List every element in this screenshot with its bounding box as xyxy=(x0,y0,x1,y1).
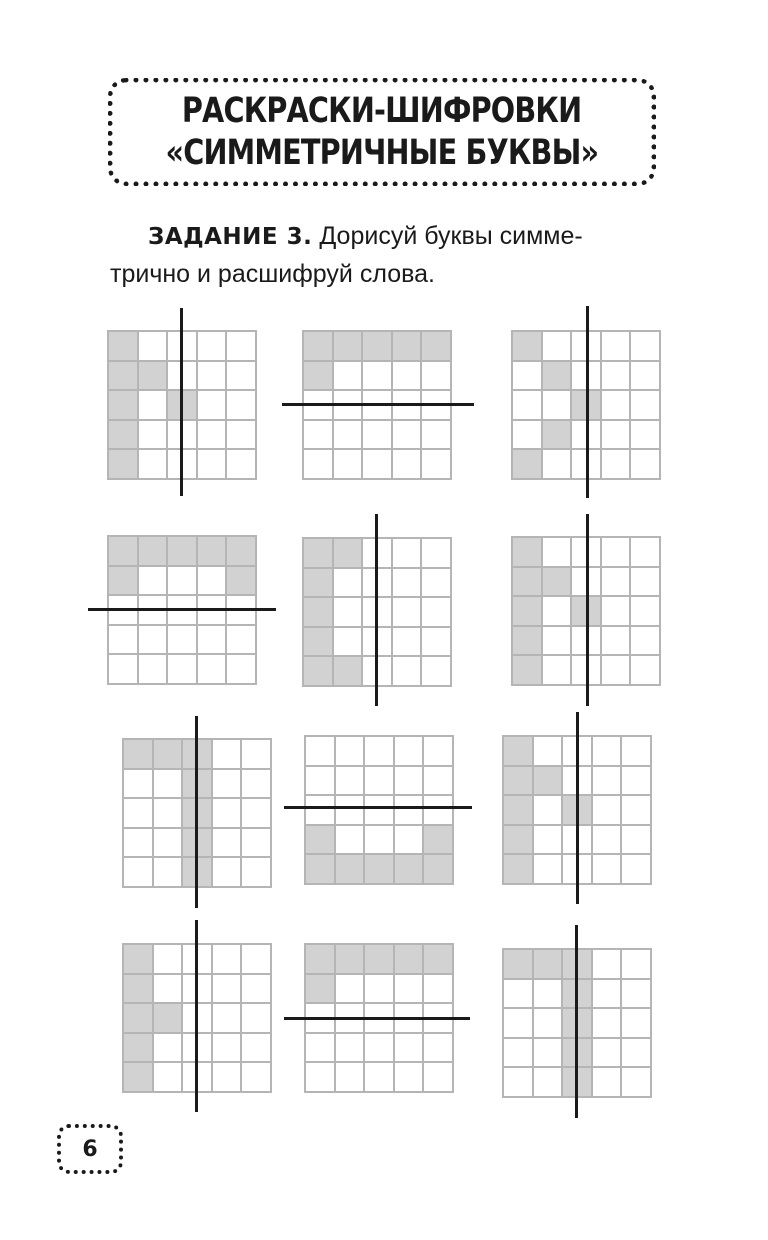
empty-cell[interactable] xyxy=(620,1037,652,1069)
filled-cell[interactable] xyxy=(502,853,534,885)
filled-cell[interactable] xyxy=(302,330,334,362)
empty-cell[interactable] xyxy=(591,1007,623,1039)
page-title-line-1: РАСКРАСКИ-ШИФРОВКИ xyxy=(182,91,582,131)
empty-cell[interactable] xyxy=(211,768,243,800)
empty-cell[interactable] xyxy=(393,735,425,767)
filled-cell[interactable] xyxy=(332,537,364,569)
empty-cell[interactable] xyxy=(240,943,272,975)
empty-cell[interactable] xyxy=(600,360,632,392)
empty-cell[interactable] xyxy=(225,330,257,362)
empty-cell[interactable] xyxy=(304,765,336,797)
empty-cell[interactable] xyxy=(600,448,632,480)
empty-cell[interactable] xyxy=(137,653,169,685)
empty-cell[interactable] xyxy=(334,1061,366,1093)
empty-cell[interactable] xyxy=(332,567,364,599)
filled-cell[interactable] xyxy=(302,626,334,658)
empty-cell[interactable] xyxy=(240,1061,272,1093)
empty-cell[interactable] xyxy=(511,419,543,451)
empty-cell[interactable] xyxy=(107,624,139,656)
task-label: ЗАДАНИЕ 3. xyxy=(148,224,313,250)
empty-cell[interactable] xyxy=(420,419,452,451)
empty-cell[interactable] xyxy=(122,768,154,800)
empty-cell[interactable] xyxy=(591,853,623,885)
empty-cell[interactable] xyxy=(240,797,272,829)
filled-cell[interactable] xyxy=(332,330,364,362)
filled-cell[interactable] xyxy=(363,943,395,975)
filled-cell[interactable] xyxy=(122,1032,154,1064)
symmetry-axis-horizontal xyxy=(282,403,474,406)
empty-cell[interactable] xyxy=(196,565,228,597)
empty-cell[interactable] xyxy=(122,856,154,888)
empty-cell[interactable] xyxy=(391,537,423,569)
empty-cell[interactable] xyxy=(393,1032,425,1064)
empty-cell[interactable] xyxy=(541,595,573,627)
empty-cell[interactable] xyxy=(211,738,243,770)
filled-cell[interactable] xyxy=(302,655,334,687)
filled-cell[interactable] xyxy=(166,535,198,567)
filled-cell[interactable] xyxy=(420,330,452,362)
empty-cell[interactable] xyxy=(334,765,366,797)
empty-cell[interactable] xyxy=(620,978,652,1010)
empty-cell[interactable] xyxy=(211,1002,243,1034)
empty-cell[interactable] xyxy=(591,735,623,767)
empty-cell[interactable] xyxy=(502,978,534,1010)
empty-cell[interactable] xyxy=(620,1007,652,1039)
empty-cell[interactable] xyxy=(591,765,623,797)
empty-cell[interactable] xyxy=(152,973,184,1005)
empty-cell[interactable] xyxy=(532,794,564,826)
empty-cell[interactable] xyxy=(334,794,366,826)
page-number: 6 xyxy=(57,1124,123,1174)
empty-cell[interactable] xyxy=(629,360,661,392)
empty-cell[interactable] xyxy=(363,824,395,856)
empty-cell[interactable] xyxy=(107,653,139,685)
empty-cell[interactable] xyxy=(600,536,632,568)
filled-cell[interactable] xyxy=(334,943,366,975)
filled-cell[interactable] xyxy=(107,419,139,451)
empty-cell[interactable] xyxy=(511,360,543,392)
empty-cell[interactable] xyxy=(600,625,632,657)
symmetry-axis-vertical xyxy=(180,308,183,496)
empty-cell[interactable] xyxy=(332,360,364,392)
empty-cell[interactable] xyxy=(502,1037,534,1069)
empty-cell[interactable] xyxy=(629,448,661,480)
page-title-line-2: «СИММЕТРИЧНЫЕ БУКВЫ» xyxy=(165,133,599,173)
empty-cell[interactable] xyxy=(600,419,632,451)
empty-cell[interactable] xyxy=(420,448,452,480)
empty-cell[interactable] xyxy=(211,943,243,975)
filled-cell[interactable] xyxy=(107,535,139,567)
empty-cell[interactable] xyxy=(629,330,661,362)
empty-cell[interactable] xyxy=(393,765,425,797)
empty-cell[interactable] xyxy=(532,1066,564,1098)
filled-cell[interactable] xyxy=(122,1002,154,1034)
empty-cell[interactable] xyxy=(332,626,364,658)
empty-cell[interactable] xyxy=(391,626,423,658)
empty-cell[interactable] xyxy=(240,1002,272,1034)
empty-cell[interactable] xyxy=(541,448,573,480)
filled-cell[interactable] xyxy=(107,360,139,392)
empty-cell[interactable] xyxy=(420,537,452,569)
empty-cell[interactable] xyxy=(420,567,452,599)
empty-cell[interactable] xyxy=(240,1032,272,1064)
filled-cell[interactable] xyxy=(511,625,543,657)
empty-cell[interactable] xyxy=(152,856,184,888)
empty-cell[interactable] xyxy=(240,856,272,888)
filled-cell[interactable] xyxy=(511,654,543,686)
empty-cell[interactable] xyxy=(240,973,272,1005)
symmetry-axis-vertical xyxy=(586,514,589,706)
empty-cell[interactable] xyxy=(591,978,623,1010)
empty-cell[interactable] xyxy=(422,973,454,1005)
empty-cell[interactable] xyxy=(363,735,395,767)
filled-cell[interactable] xyxy=(137,360,169,392)
symmetry-axis-vertical xyxy=(586,306,589,498)
empty-cell[interactable] xyxy=(304,1032,336,1064)
empty-cell[interactable] xyxy=(422,765,454,797)
empty-cell[interactable] xyxy=(393,973,425,1005)
empty-cell[interactable] xyxy=(393,1061,425,1093)
empty-cell[interactable] xyxy=(532,735,564,767)
empty-cell[interactable] xyxy=(225,419,257,451)
filled-cell[interactable] xyxy=(302,596,334,628)
empty-cell[interactable] xyxy=(532,1007,564,1039)
symmetry-axis-horizontal xyxy=(88,608,276,611)
symmetry-grid[interactable] xyxy=(511,330,659,478)
filled-cell[interactable] xyxy=(511,566,543,598)
empty-cell[interactable] xyxy=(137,565,169,597)
empty-cell[interactable] xyxy=(532,853,564,885)
filled-cell[interactable] xyxy=(107,330,139,362)
empty-cell[interactable] xyxy=(541,654,573,686)
empty-cell[interactable] xyxy=(304,1061,336,1093)
filled-cell[interactable] xyxy=(107,389,139,421)
filled-cell[interactable] xyxy=(304,943,336,975)
empty-cell[interactable] xyxy=(620,735,652,767)
symmetry-axis-horizontal xyxy=(284,806,472,809)
filled-cell[interactable] xyxy=(334,853,366,885)
empty-cell[interactable] xyxy=(152,768,184,800)
empty-cell[interactable] xyxy=(211,827,243,859)
empty-cell[interactable] xyxy=(393,824,425,856)
empty-cell[interactable] xyxy=(334,824,366,856)
filled-cell[interactable] xyxy=(302,537,334,569)
empty-cell[interactable] xyxy=(502,1007,534,1039)
empty-cell[interactable] xyxy=(225,624,257,656)
empty-cell[interactable] xyxy=(196,419,228,451)
filled-cell[interactable] xyxy=(422,853,454,885)
filled-cell[interactable] xyxy=(502,765,534,797)
empty-cell[interactable] xyxy=(629,566,661,598)
filled-cell[interactable] xyxy=(107,565,139,597)
empty-cell[interactable] xyxy=(591,948,623,980)
filled-cell[interactable] xyxy=(137,535,169,567)
empty-cell[interactable] xyxy=(302,448,334,480)
empty-cell[interactable] xyxy=(422,1032,454,1064)
empty-cell[interactable] xyxy=(422,1061,454,1093)
filled-cell[interactable] xyxy=(122,943,154,975)
empty-cell[interactable] xyxy=(420,655,452,687)
empty-cell[interactable] xyxy=(137,419,169,451)
filled-cell[interactable] xyxy=(502,824,534,856)
filled-cell[interactable] xyxy=(422,824,454,856)
empty-cell[interactable] xyxy=(532,978,564,1010)
empty-cell[interactable] xyxy=(334,735,366,767)
empty-cell[interactable] xyxy=(225,389,257,421)
filled-cell[interactable] xyxy=(502,735,534,767)
empty-cell[interactable] xyxy=(166,653,198,685)
empty-cell[interactable] xyxy=(361,419,393,451)
empty-cell[interactable] xyxy=(629,595,661,627)
filled-cell[interactable] xyxy=(302,360,334,392)
filled-cell[interactable] xyxy=(332,655,364,687)
empty-cell[interactable] xyxy=(122,827,154,859)
filled-cell[interactable] xyxy=(152,738,184,770)
empty-cell[interactable] xyxy=(629,536,661,568)
empty-cell[interactable] xyxy=(541,625,573,657)
empty-cell[interactable] xyxy=(304,794,336,826)
filled-cell[interactable] xyxy=(122,973,154,1005)
filled-cell[interactable] xyxy=(541,360,573,392)
filled-cell[interactable] xyxy=(511,330,543,362)
filled-cell[interactable] xyxy=(196,535,228,567)
empty-cell[interactable] xyxy=(211,1061,243,1093)
filled-cell[interactable] xyxy=(363,853,395,885)
filled-cell[interactable] xyxy=(225,565,257,597)
filled-cell[interactable] xyxy=(532,765,564,797)
empty-cell[interactable] xyxy=(137,448,169,480)
filled-cell[interactable] xyxy=(302,567,334,599)
empty-cell[interactable] xyxy=(620,824,652,856)
empty-cell[interactable] xyxy=(541,389,573,421)
empty-cell[interactable] xyxy=(211,973,243,1005)
filled-cell[interactable] xyxy=(422,943,454,975)
empty-cell[interactable] xyxy=(166,565,198,597)
filled-cell[interactable] xyxy=(511,448,543,480)
filled-cell[interactable] xyxy=(107,448,139,480)
filled-cell[interactable] xyxy=(122,1061,154,1093)
empty-cell[interactable] xyxy=(196,448,228,480)
filled-cell[interactable] xyxy=(225,535,257,567)
symmetry-axis-vertical xyxy=(575,925,578,1118)
filled-cell[interactable] xyxy=(152,1002,184,1034)
empty-cell[interactable] xyxy=(152,827,184,859)
filled-cell[interactable] xyxy=(304,973,336,1005)
empty-cell[interactable] xyxy=(629,389,661,421)
empty-cell[interactable] xyxy=(420,596,452,628)
filled-cell[interactable] xyxy=(541,566,573,598)
empty-cell[interactable] xyxy=(211,797,243,829)
empty-cell[interactable] xyxy=(391,655,423,687)
filled-cell[interactable] xyxy=(393,943,425,975)
empty-cell[interactable] xyxy=(137,389,169,421)
empty-cell[interactable] xyxy=(361,360,393,392)
empty-cell[interactable] xyxy=(152,943,184,975)
empty-cell[interactable] xyxy=(166,624,198,656)
empty-cell[interactable] xyxy=(591,794,623,826)
empty-cell[interactable] xyxy=(600,330,632,362)
empty-cell[interactable] xyxy=(541,330,573,362)
symmetry-grid[interactable] xyxy=(511,536,659,684)
empty-cell[interactable] xyxy=(137,624,169,656)
filled-cell[interactable] xyxy=(511,536,543,568)
empty-cell[interactable] xyxy=(541,536,573,568)
empty-cell[interactable] xyxy=(620,853,652,885)
empty-cell[interactable] xyxy=(122,797,154,829)
empty-cell[interactable] xyxy=(332,596,364,628)
empty-cell[interactable] xyxy=(363,973,395,1005)
empty-cell[interactable] xyxy=(363,1061,395,1093)
symmetry-axis-vertical xyxy=(375,514,378,706)
symmetry-axis-vertical xyxy=(195,716,198,908)
empty-cell[interactable] xyxy=(391,419,423,451)
empty-cell[interactable] xyxy=(591,1066,623,1098)
empty-cell[interactable] xyxy=(600,566,632,598)
empty-cell[interactable] xyxy=(391,360,423,392)
empty-cell[interactable] xyxy=(420,626,452,658)
empty-cell[interactable] xyxy=(196,624,228,656)
filled-cell[interactable] xyxy=(541,419,573,451)
empty-cell[interactable] xyxy=(363,1032,395,1064)
empty-cell[interactable] xyxy=(225,448,257,480)
empty-cell[interactable] xyxy=(334,1032,366,1064)
empty-cell[interactable] xyxy=(591,824,623,856)
empty-cell[interactable] xyxy=(302,419,334,451)
empty-cell[interactable] xyxy=(511,389,543,421)
empty-cell[interactable] xyxy=(629,419,661,451)
empty-cell[interactable] xyxy=(629,625,661,657)
empty-cell[interactable] xyxy=(211,856,243,888)
empty-cell[interactable] xyxy=(225,360,257,392)
empty-cell[interactable] xyxy=(391,448,423,480)
task-text-line-1: Дорисуй буквы симме- xyxy=(319,222,583,250)
filled-cell[interactable] xyxy=(391,330,423,362)
empty-cell[interactable] xyxy=(304,735,336,767)
empty-cell[interactable] xyxy=(532,1037,564,1069)
symmetry-axis-horizontal xyxy=(284,1017,470,1020)
empty-cell[interactable] xyxy=(391,596,423,628)
empty-cell[interactable] xyxy=(332,448,364,480)
filled-cell[interactable] xyxy=(304,824,336,856)
empty-cell[interactable] xyxy=(600,654,632,686)
filled-cell[interactable] xyxy=(502,794,534,826)
empty-cell[interactable] xyxy=(422,735,454,767)
empty-cell[interactable] xyxy=(196,330,228,362)
empty-cell[interactable] xyxy=(196,360,228,392)
empty-cell[interactable] xyxy=(363,765,395,797)
empty-cell[interactable] xyxy=(391,567,423,599)
empty-cell[interactable] xyxy=(502,1066,534,1098)
empty-cell[interactable] xyxy=(332,419,364,451)
empty-cell[interactable] xyxy=(240,738,272,770)
empty-cell[interactable] xyxy=(152,797,184,829)
filled-cell[interactable] xyxy=(122,738,154,770)
filled-cell[interactable] xyxy=(304,853,336,885)
empty-cell[interactable] xyxy=(620,794,652,826)
filled-cell[interactable] xyxy=(393,853,425,885)
symmetry-axis-vertical xyxy=(576,712,579,904)
empty-cell[interactable] xyxy=(620,948,652,980)
empty-cell[interactable] xyxy=(620,1066,652,1098)
empty-cell[interactable] xyxy=(591,1037,623,1069)
empty-cell[interactable] xyxy=(420,360,452,392)
empty-cell[interactable] xyxy=(600,595,632,627)
empty-cell[interactable] xyxy=(137,330,169,362)
empty-cell[interactable] xyxy=(620,765,652,797)
empty-cell[interactable] xyxy=(363,794,395,826)
empty-cell[interactable] xyxy=(196,389,228,421)
empty-cell[interactable] xyxy=(361,448,393,480)
empty-cell[interactable] xyxy=(240,768,272,800)
empty-cell[interactable] xyxy=(152,1032,184,1064)
empty-cell[interactable] xyxy=(225,653,257,685)
symmetry-axis-vertical xyxy=(195,920,198,1112)
empty-cell[interactable] xyxy=(196,653,228,685)
empty-cell[interactable] xyxy=(211,1032,243,1064)
empty-cell[interactable] xyxy=(334,973,366,1005)
empty-cell[interactable] xyxy=(532,824,564,856)
filled-cell[interactable] xyxy=(532,948,564,980)
empty-cell[interactable] xyxy=(600,389,632,421)
filled-cell[interactable] xyxy=(502,948,534,980)
empty-cell[interactable] xyxy=(393,794,425,826)
filled-cell[interactable] xyxy=(361,330,393,362)
empty-cell[interactable] xyxy=(422,794,454,826)
filled-cell[interactable] xyxy=(511,595,543,627)
task-text-line-2: трично и расшифруй слова. xyxy=(110,260,435,288)
empty-cell[interactable] xyxy=(152,1061,184,1093)
empty-cell[interactable] xyxy=(240,827,272,859)
empty-cell[interactable] xyxy=(629,654,661,686)
